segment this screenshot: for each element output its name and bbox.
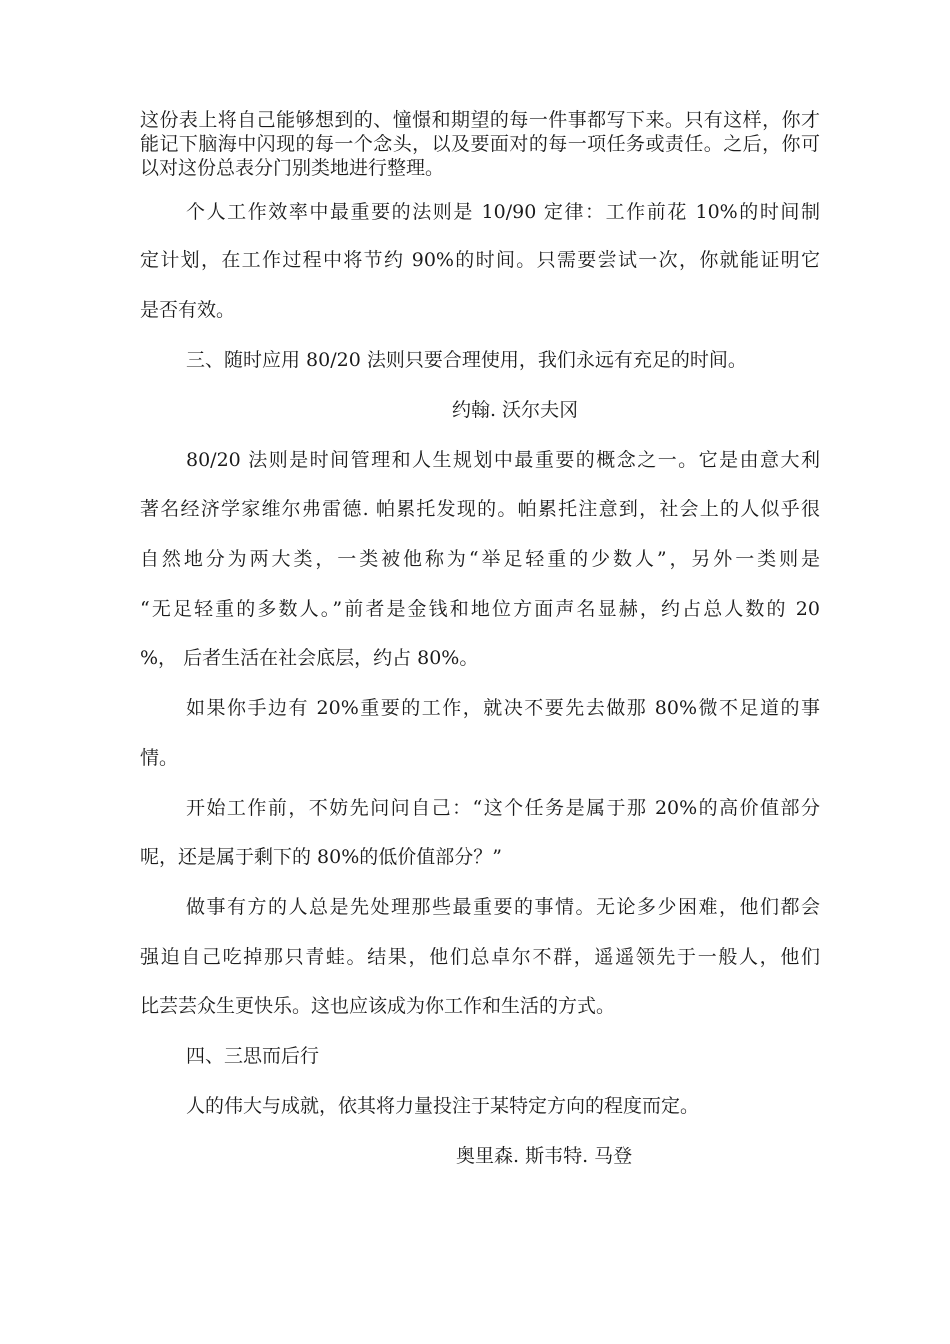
paragraph-10-90-line-1: 个人工作效率中最重要的法则是 10/90 定律：工作前花 10%的时间制 <box>186 201 820 223</box>
quote-text-marden: 人的伟大与成就，依其将力量投注于某特定方向的程度而定。 <box>186 1095 700 1117</box>
paragraph-frog-line-1: 做事有方的人总是先处理那些最重要的事情。无论多少困难，他们都会 <box>186 896 820 918</box>
section-four-heading: 四、三思而后行 <box>186 1045 320 1067</box>
paragraph-10-90-line-3: 是否有效。 <box>140 299 236 321</box>
section-three-heading: 三、随时应用 80/20 法则只要合理使用，我们永远有充足的时间。 <box>186 349 747 371</box>
intro-paragraph: 这份表上将自己能够想到的、憧憬和期望的每一件事都写下来。只有这样，你才能记下脑海中闪现的每一个念头，以及要面对的每一项任务或责任。之后，你可以对这份总表分门别类地进行整理。 <box>140 109 820 179</box>
quote-author-wolfgang: 约翰. 沃尔夫冈 <box>452 399 579 421</box>
paragraph-20-percent-line-2: 情。 <box>140 747 179 769</box>
paragraph-80-20-line-5: %， 后者生活在社会底层，约占 80%。 <box>140 647 479 669</box>
paragraph-10-90-line-2: 定计划，在工作过程中将节约 90%的时间。只需要尝试一次，你就能证明它 <box>140 249 820 271</box>
paragraph-ask-yourself-line-1: 开始工作前，不妨先问问自己：“这个任务是属于那 20%的高价值部分 <box>186 797 820 819</box>
paragraph-80-20-line-2: 著名经济学家维尔弗雷德. 帕累托发现的。帕累托注意到，社会上的人似乎很 <box>140 498 820 520</box>
paragraph-80-20-line-4: “无足轻重的多数人。”前者是金钱和地位方面声名显赫，约占总人数的 20 <box>140 598 820 620</box>
paragraph-ask-yourself-line-2: 呢，还是属于剩下的 80%的低价值部分？” <box>140 846 502 868</box>
paragraph-20-percent-line-1: 如果你手边有 20%重要的工作，就决不要先去做那 80%微不足道的事 <box>186 697 820 719</box>
paragraph-80-20-line-1: 80/20 法则是时间管理和人生规划中最重要的概念之一。它是由意大利 <box>186 449 820 471</box>
paragraph-80-20-line-3: 自然地分为两大类，一类被他称为“举足轻重的少数人”，另外一类则是 <box>140 548 820 570</box>
paragraph-frog-line-3: 比芸芸众生更快乐。这也应该成为你工作和生活的方式。 <box>140 995 616 1017</box>
quote-author-marden: 奥里森. 斯韦特. 马登 <box>456 1145 633 1167</box>
paragraph-frog-line-2: 强迫自己吃掉那只青蛙。结果，他们总卓尔不群，遥遥领先于一般人，他们 <box>140 946 820 968</box>
